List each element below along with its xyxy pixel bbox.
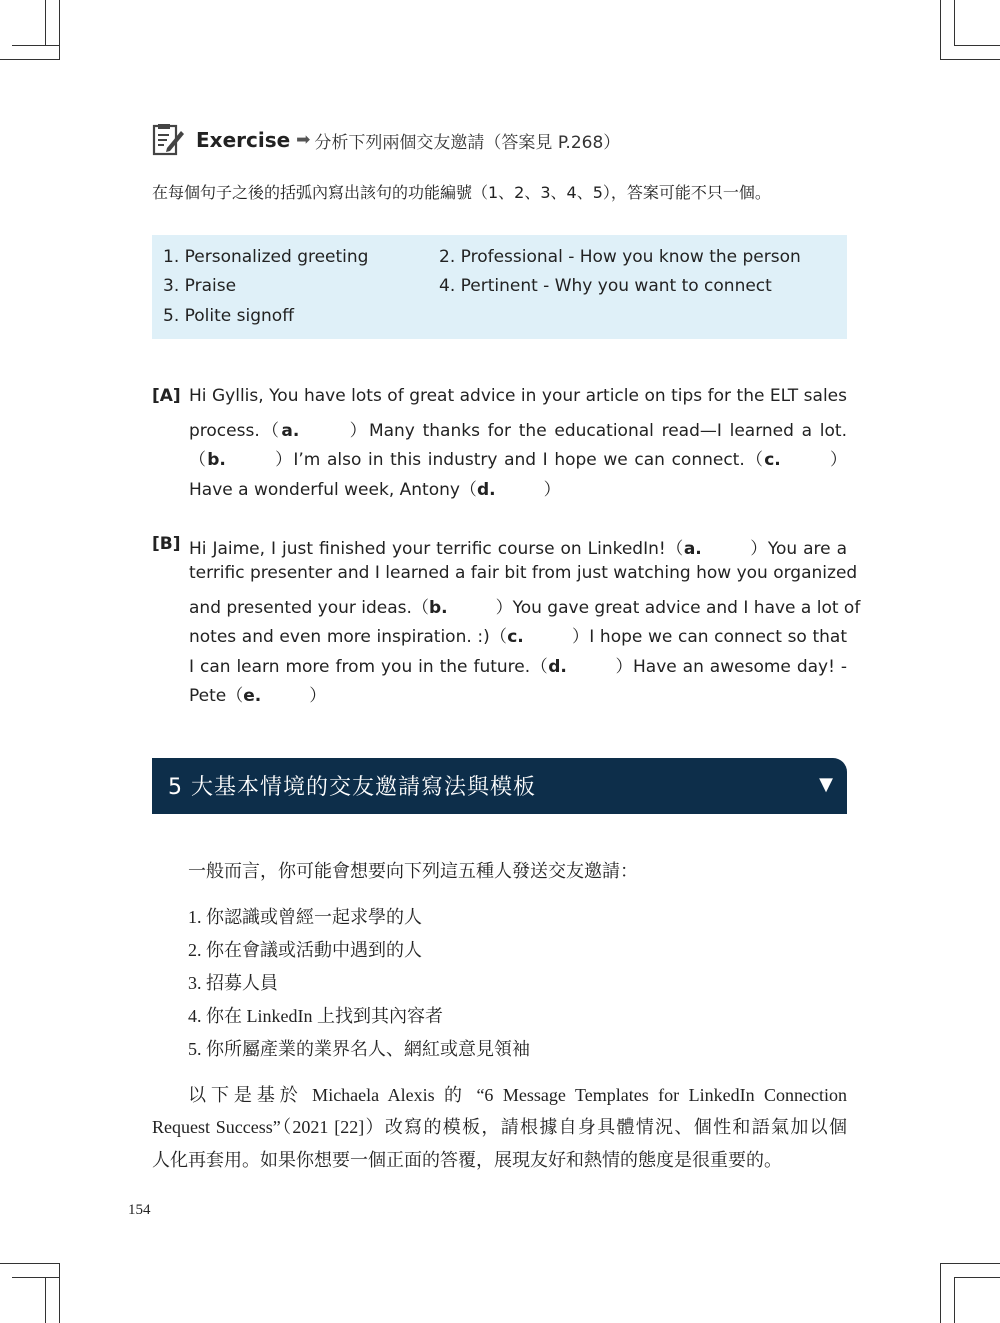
example-text: ）I’m also in this industry and I hope we can connect.（ [273,450,765,470]
intro-text: 一般而言，你可能會想要向下列這五種人發送交友邀請： [188,861,638,881]
example-text: ）You gave great advice and I have a lot of [495,598,861,618]
example-line [189,416,847,441]
function-item: 1. Personalized greeting [163,247,369,267]
right-arrow-icon: ➡ [296,130,311,150]
blank-label: c. [507,627,524,647]
example-text: ）Have an awesome day! - [614,657,847,677]
function-item: 2. Professional - How you know the person [439,247,801,267]
function-item: 4. Pertinent - Why you want to connect [439,276,772,296]
crop-mark [940,0,941,60]
list-item: 1. 你認識或曾經一起求學的人 [188,907,422,927]
example-line [189,652,847,677]
section-title: 5 大基本情境的交友邀請寫法與模板 [168,775,536,800]
example-line [189,475,847,500]
example-text: ） [828,450,847,470]
crop-mark [954,45,1000,46]
paragraph-line: 以下是基於 Michaela Alexis 的 “6 Message Templates for LinkedIn Connection [188,1085,847,1105]
exercise-subtitle: 分析下列兩個交友邀請（答案見 P.268） [314,132,621,153]
triangle-down-icon: ▼ [819,774,833,795]
example-tag: [A] [152,386,181,406]
example-text: Pete（ [189,686,244,706]
crop-mark [45,0,46,45]
example-line [189,534,847,559]
section-banner [152,758,847,814]
example-line [189,593,861,618]
crop-mark [0,1263,60,1264]
blank-label: e. [243,686,262,706]
crop-mark [59,1263,60,1323]
paragraph-line: Request Success”（2021 [22]）改寫的模板，請根據自身具體情況、個性和語氣加以個 [152,1117,847,1137]
blank-label: d. [476,480,496,500]
page-number: 154 [128,1202,151,1218]
instruction-text: 在每個句子之後的括弧內寫出該句的功能編號（1、2、3、4、5），答案可能不只一個。 [152,183,771,202]
example-tag: [B] [152,534,181,554]
example-text: I can learn more from you in the future.（ [189,657,549,677]
example-text: ） [543,480,561,500]
crop-mark [12,1277,60,1278]
crop-mark [940,59,1000,60]
crop-mark [45,1277,46,1323]
paragraph-line: 人化再套用。如果你想要一個正面的答覆，展現友好和熱情的態度是很重要的。 [152,1150,782,1170]
example-line: Hi Gyllis, You have lots of great advice in your article on tips for the ELT sales [189,386,847,406]
example-text: and presented your ideas.（ [189,598,429,618]
function-item: 3. Praise [163,276,237,296]
crop-mark [940,1263,1000,1264]
exercise-title: Exercise [196,128,291,152]
blank-label: a. [281,421,300,441]
example-line [189,681,847,706]
blank-label: b. [207,450,226,470]
functions-box [152,235,847,339]
list-item: 5. 你所屬產業的業界名人、網紅或意見領袖 [188,1039,530,1059]
example-text: Hi Jaime, I just finished your terrific course on LinkedIn!（ [189,539,684,559]
exercise-header [152,122,620,158]
crop-mark [59,0,60,60]
example-line [189,445,847,470]
crop-mark [954,1277,955,1323]
blank-label: d. [548,657,567,677]
crop-mark [940,1263,941,1323]
list-item: 3. 招募人員 [188,973,278,993]
exercise-pencil-icon [152,123,184,157]
blank-label: b. [428,598,448,618]
example-text: ）Many thanks for the educational read—I learned a lot. [347,421,847,441]
example-text: Have a wonderful week, Antony（ [189,480,477,500]
function-item: 5. Polite signoff [163,306,294,326]
crop-mark [0,59,60,60]
example-text: （ [189,450,208,470]
list-item: 2. 你在會議或活動中遇到的人 [188,940,422,960]
example-text: ） [309,686,327,706]
crop-mark [12,45,60,46]
example-line [189,622,847,647]
example-line: terrific presenter and I learned a fair bit from just watching how you organized [189,563,858,583]
example-text: ）I hope we can connect so that [571,627,848,647]
list-item: 4. 你在 LinkedIn 上找到其內容者 [188,1006,443,1026]
blank-label: a. [683,539,702,559]
crop-mark [954,1277,1000,1278]
blank-label: c. [764,450,781,470]
example-text: ）You are a [749,539,847,559]
example-text: process.（ [189,421,282,441]
crop-mark [954,0,955,46]
example-text: notes and even more inspiration. :)（ [189,627,508,647]
